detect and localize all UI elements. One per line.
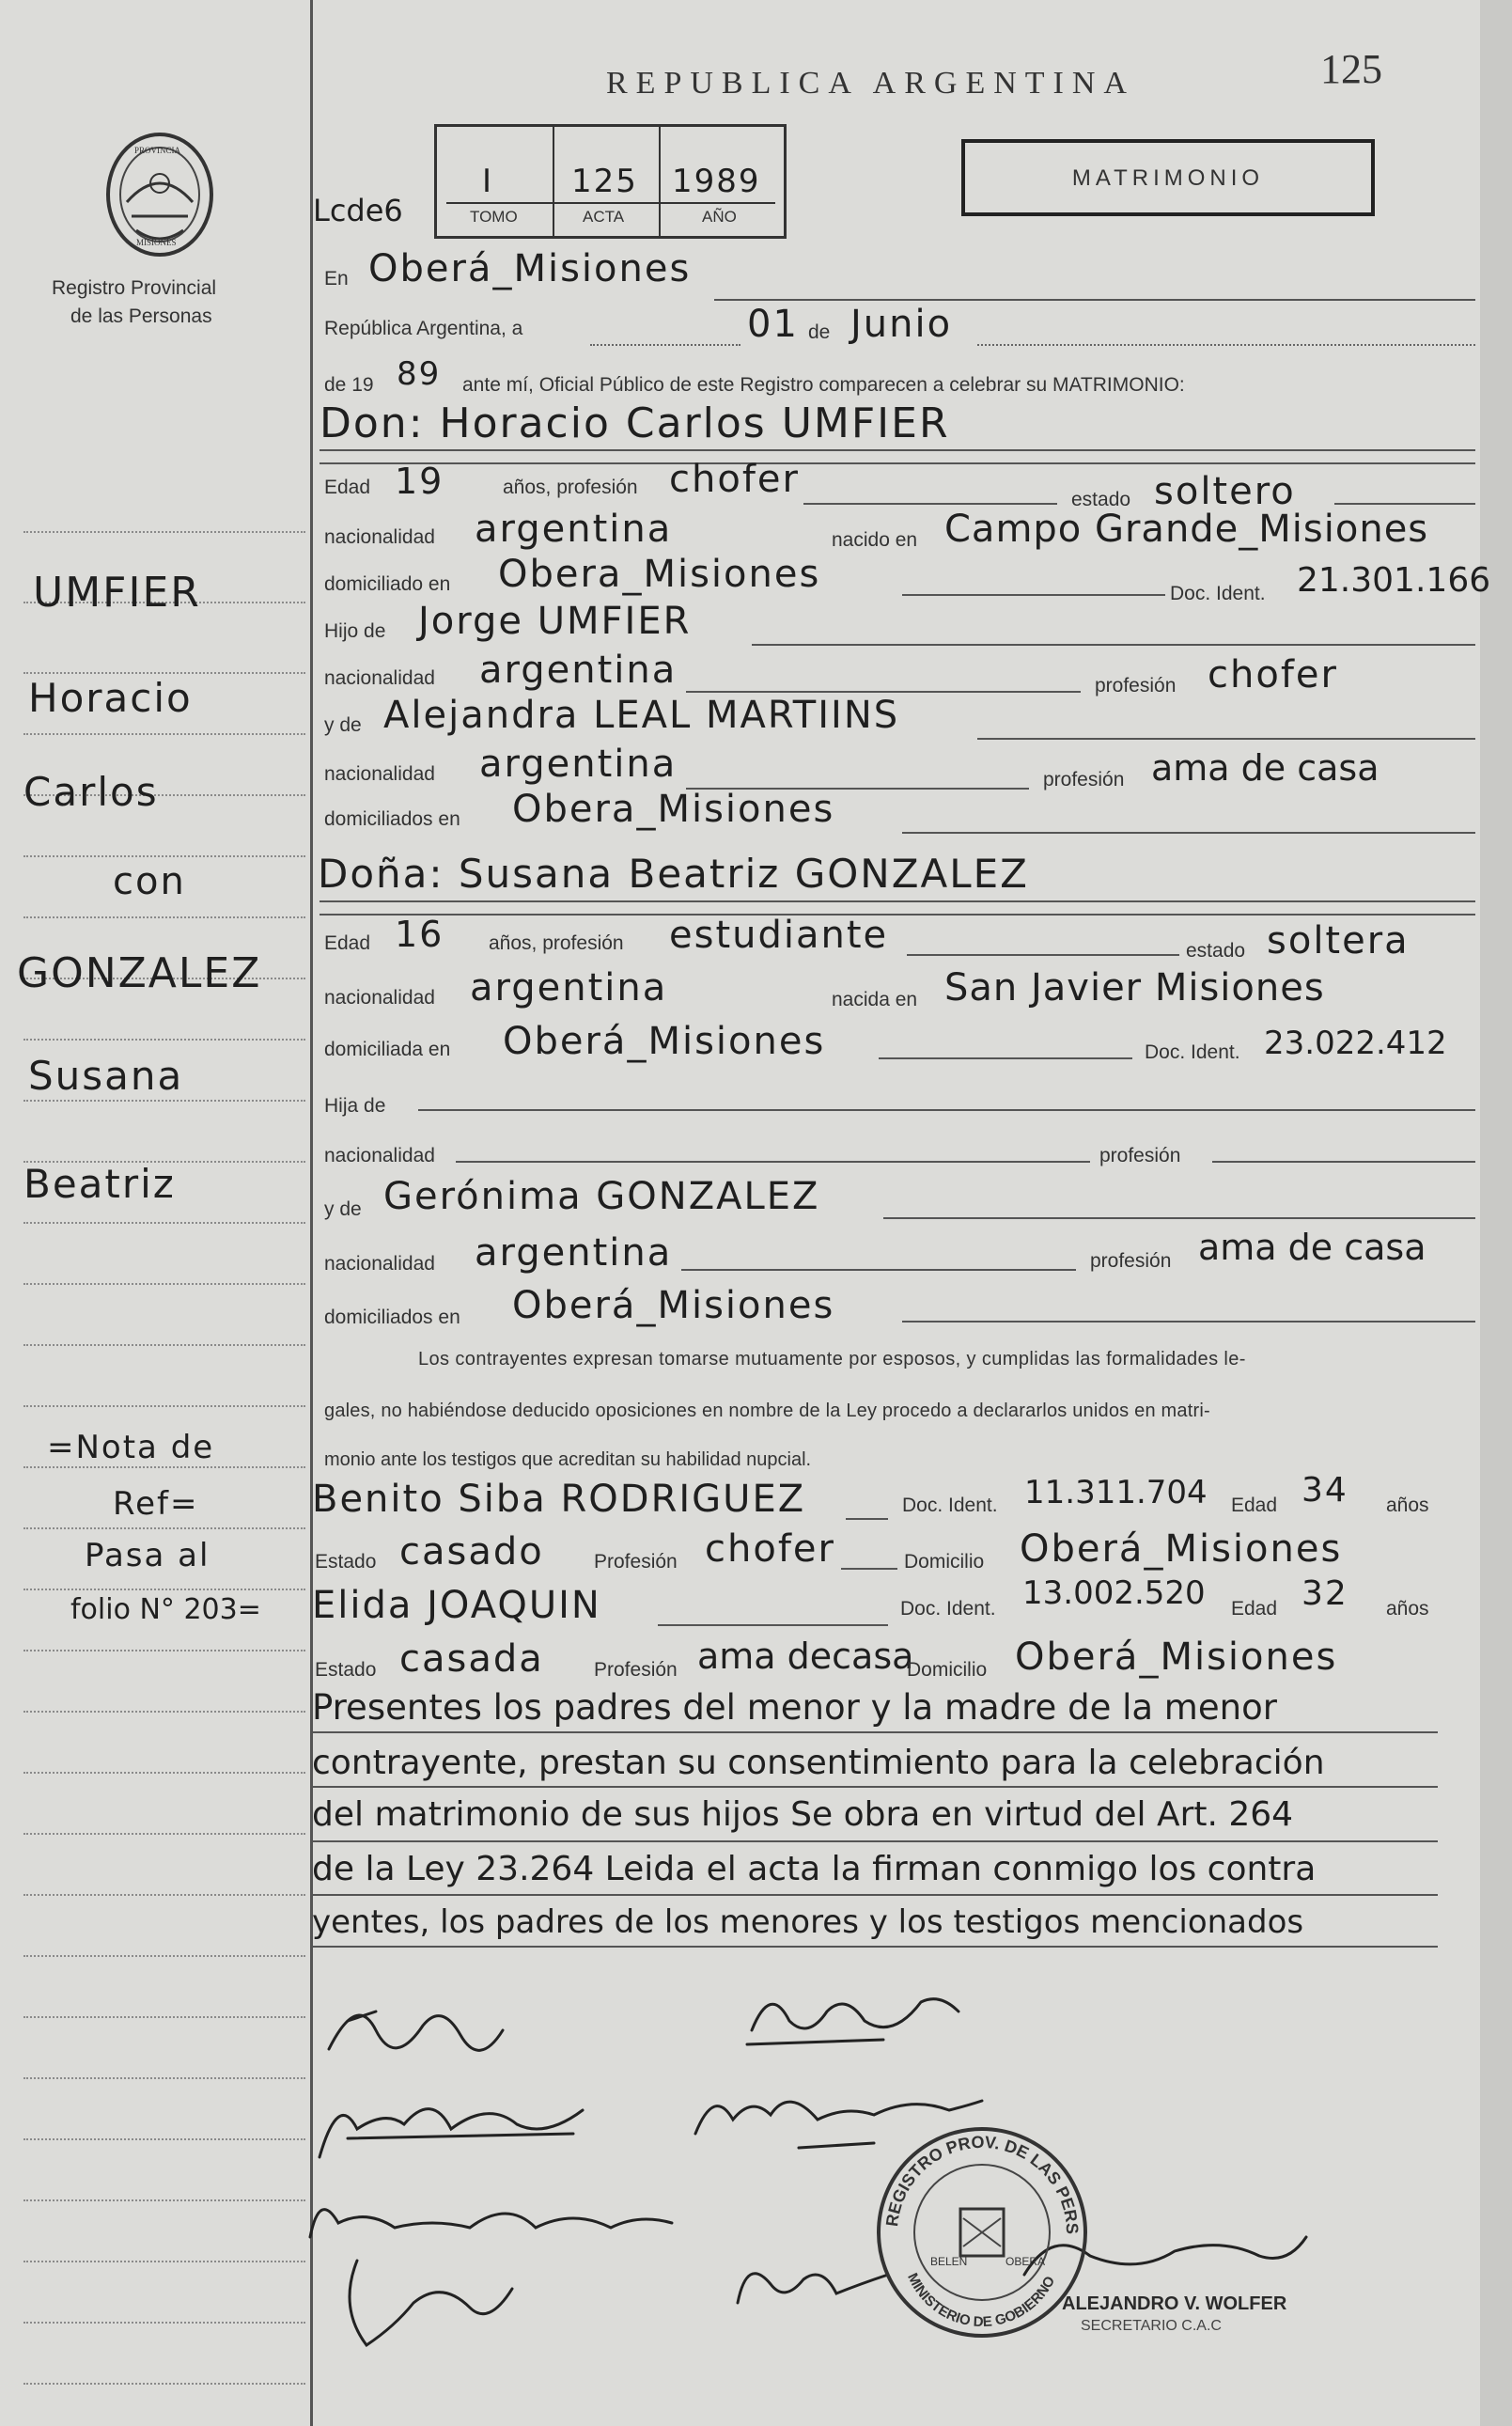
margin-rule <box>23 916 305 918</box>
registry-name-line1: Registro Provincial <box>52 277 217 299</box>
groom-age: 19 <box>395 461 444 502</box>
margin-note4: folio N° 203= <box>70 1593 261 1626</box>
groom-domiciliados-label: domiciliados en <box>324 808 460 830</box>
rule <box>977 738 1475 740</box>
witness2-doc-label: Doc. Ident. <box>900 1598 996 1620</box>
declaration-line3: monio ante los testigos que acreditan su habilidad nupcial. <box>324 1449 812 1470</box>
witness1-domicile: Oberá_Misiones <box>1020 1527 1343 1571</box>
groom-father-nat-label: nacionalidad <box>324 667 435 689</box>
rule <box>902 1321 1475 1323</box>
intro-text: ante mí, Oficial Público de este Registro comparecen a celebrar su MATRIMONIO: <box>462 374 1185 396</box>
country-title: REPUBLICA ARGENTINA <box>606 66 1135 101</box>
groom-father: Jorge UMFIER <box>418 600 692 643</box>
anio-value: 1989 <box>672 163 761 200</box>
matrimonio-label: MATRIMONIO <box>1071 165 1265 191</box>
declaration-line2: gales, no habiéndose deducido oposiciones en nombre de la Ley procedo a declararlos unidos en matri- <box>324 1401 1210 1421</box>
rule <box>1212 1161 1475 1163</box>
matrimonio-box <box>961 139 1375 216</box>
month: Junio <box>850 303 953 346</box>
registry-name-line2: de las Personas <box>70 305 212 327</box>
groom-anos-prof-label: años, profesión <box>503 477 638 498</box>
stamp-ring-bottom: MINISTERIO DE GOBIERNO <box>904 2270 1059 2331</box>
rule <box>1334 503 1475 505</box>
witness1-profession: chofer <box>705 1527 835 1571</box>
rule <box>803 503 1057 505</box>
notes-line5: yentes, los padres de los menores y los testigos mencionados <box>312 1903 1304 1941</box>
margin-note2: Ref= <box>113 1485 199 1523</box>
groom-nacido-label: nacido en <box>832 529 918 551</box>
margin-rule <box>23 2077 305 2079</box>
witness2-estado: casada <box>399 1637 544 1681</box>
groom-edad-label: Edad <box>324 477 371 498</box>
stamp-city-left: BELEN <box>930 2255 968 2268</box>
groom-yde-label: y de <box>324 714 362 736</box>
witness2-estado-label: Estado <box>315 1659 377 1681</box>
bride-doc: 23.022.412 <box>1264 1025 1447 1062</box>
official-stamp <box>874 2124 1090 2340</box>
witness2-name: Elida JOAQUIN <box>312 1584 601 1627</box>
rule <box>714 299 1475 301</box>
margin-rule <box>23 2322 305 2324</box>
margin-line <box>310 0 313 2426</box>
rule <box>310 1894 1438 1896</box>
tomo-label: TOMO <box>470 208 518 226</box>
rule <box>907 954 1179 956</box>
margin-rule <box>23 733 305 735</box>
officer-stamp <box>1062 2293 1344 2350</box>
margin-rule <box>23 672 305 674</box>
bride-nationality: argentina <box>470 966 668 1010</box>
rule <box>902 594 1165 596</box>
groom-mother-prof-label: profesión <box>1043 769 1125 790</box>
provincial-seal <box>99 127 221 268</box>
margin-rule <box>23 1283 305 1285</box>
margin-name1: Horacio <box>28 675 193 721</box>
rule <box>879 1057 1132 1059</box>
bride-birthplace: San Javier Misiones <box>944 966 1325 1010</box>
book-code: Lcde6 <box>313 193 403 228</box>
groom-doc-label: Doc. Ident. <box>1170 583 1266 604</box>
tomo-value: I <box>482 163 494 200</box>
margin-surname: UMFIER <box>33 569 201 617</box>
rule <box>752 644 1475 646</box>
rule <box>320 462 1475 464</box>
margin-rule <box>23 1527 305 1529</box>
bride-mother-prof: ama de casa <box>1198 1227 1426 1268</box>
bride-mother: Gerónima GONZALEZ <box>383 1175 820 1218</box>
notes-line3: del matrimonio de sus hijos Se obra en virtud del Art. 264 <box>312 1795 1294 1834</box>
groom-estado-label: estado <box>1071 489 1131 510</box>
groom-estado: soltero <box>1154 470 1296 513</box>
bride-estado-label: estado <box>1186 940 1246 962</box>
groom-doc: 21.301.166 <box>1297 561 1491 600</box>
witness1-estado-label: Estado <box>315 1551 377 1573</box>
bride-father-prof-label: profesión <box>1099 1145 1181 1166</box>
officer-name: ALEJANDRO V. WOLFER <box>1062 2293 1287 2314</box>
margin-rule <box>23 1039 305 1041</box>
groom-nacionalidad-label: nacionalidad <box>324 526 435 548</box>
groom-birthplace: Campo Grande_Misiones <box>944 508 1429 551</box>
groom-father-nat: argentina <box>479 649 678 692</box>
witness1-profesion-label: Profesión <box>594 1551 678 1573</box>
rule <box>841 1568 897 1570</box>
rule <box>883 1217 1475 1219</box>
acta-value: 125 <box>571 163 638 200</box>
witness1-estado: casado <box>399 1530 544 1573</box>
bride-nacida-label: nacida en <box>832 989 918 1010</box>
groom-full-name: Don: Horacio Carlos UMFIER <box>320 399 950 447</box>
rule <box>658 1624 888 1626</box>
stamp-city-right: OBERA <box>1005 2255 1046 2268</box>
rule <box>418 1109 1475 1111</box>
margin-rule <box>23 1894 305 1896</box>
bride-doc-label: Doc. Ident. <box>1145 1041 1240 1063</box>
groom-mother-nat: argentina <box>479 743 678 786</box>
anio-label: AÑO <box>702 208 737 226</box>
bride-full-name: Doña: Susana Beatriz GONZALEZ <box>318 851 1029 897</box>
margin-note1: =Nota de <box>47 1429 215 1466</box>
groom-domicile: Obera_Misiones <box>498 553 821 596</box>
margin-rule <box>23 2138 305 2140</box>
rule <box>320 449 1475 451</box>
margin-rule <box>23 2261 305 2262</box>
witness1-anos-label: años <box>1386 1495 1429 1516</box>
notes-line1: Presentes los padres del menor y la madre de la menor <box>312 1687 1277 1728</box>
tomo-acta-box <box>434 124 787 239</box>
witness1-edad-label: Edad <box>1231 1495 1278 1516</box>
rule <box>590 344 740 346</box>
seal-top-text: PROVINCIA <box>134 146 181 155</box>
margin-rule <box>23 1772 305 1774</box>
bride-yde-label: y de <box>324 1198 362 1220</box>
margin-name3: Susana <box>28 1053 184 1099</box>
page-edge <box>1480 0 1512 2426</box>
margin-rule <box>23 1589 305 1590</box>
witness2-domicilio-label: Domicilio <box>907 1659 988 1681</box>
bride-domicile: Oberá_Misiones <box>503 1020 826 1063</box>
margin-name4: Beatriz <box>23 1161 176 1207</box>
year-prefix: de 19 <box>324 374 374 396</box>
margin-rule <box>23 531 305 533</box>
witness2-edad-label: Edad <box>1231 1598 1278 1620</box>
rule <box>902 832 1475 834</box>
bride-estado: soltera <box>1267 919 1410 963</box>
margin-rule <box>23 855 305 857</box>
bride-hija-label: Hija de <box>324 1095 386 1117</box>
groom-parents-domicile: Obera_Misiones <box>512 788 835 831</box>
page-number: 125 <box>1320 46 1382 92</box>
day: 01 <box>747 303 799 346</box>
margin-rule <box>23 2016 305 2018</box>
notes-line2: contrayente, prestan su consentimiento para la celebración <box>312 1744 1325 1782</box>
notes-line4: de la Ley 23.264 Leida el acta la firman conmigo los contra <box>312 1850 1317 1888</box>
rule <box>310 1786 1438 1788</box>
margin-rule <box>23 1833 305 1835</box>
signature-officiant-left <box>329 2251 517 2355</box>
margin-rule <box>23 2199 305 2201</box>
margin-rule <box>23 1405 305 1407</box>
signature-bride <box>742 1974 968 2058</box>
groom-hijo-label: Hijo de <box>324 620 386 642</box>
bride-domiciliada-label: domiciliada en <box>324 1039 451 1060</box>
signature-groom <box>320 1983 507 2068</box>
witness1-doc-label: Doc. Ident. <box>902 1495 998 1516</box>
groom-mother: Alejandra LEAL MARTIINS <box>383 694 900 737</box>
acta-label: ACTA <box>583 208 625 226</box>
groom-domiciliado-label: domiciliado en <box>324 573 451 595</box>
margin-surname2: GONZALEZ <box>17 949 262 997</box>
rule <box>310 1946 1438 1948</box>
bride-mother-nat-label: nacionalidad <box>324 1253 435 1275</box>
witness1-doc: 11.311.704 <box>1024 1474 1208 1511</box>
witness2-domicile: Oberá_Misiones <box>1015 1636 1338 1679</box>
margin-rule <box>23 1955 305 1957</box>
margin-note3: Pasa al <box>85 1537 210 1574</box>
svg-text:REGISTRO PROV. DE LAS PERSONAS <box>874 2124 1082 2234</box>
groom-nationality: argentina <box>475 508 673 551</box>
witness1-name: Benito Siba RODRIGUEZ <box>312 1478 806 1521</box>
rule <box>320 900 1475 902</box>
rule <box>977 344 1475 346</box>
rule <box>320 914 1475 916</box>
place: Oberá_Misiones <box>368 247 692 290</box>
groom-mother-prof: ama de casa <box>1151 747 1380 789</box>
margin-rule <box>23 1650 305 1651</box>
bride-nacionalidad-label: nacionalidad <box>324 987 435 1009</box>
stamp-ring-top: REGISTRO PROV. DE LAS PERS <box>882 2132 1083 2235</box>
year-suffix: 89 <box>397 355 442 393</box>
rule <box>846 1518 888 1520</box>
witness2-age: 32 <box>1302 1574 1348 1613</box>
bride-profession: estudiante <box>669 914 889 957</box>
witness2-profesion-label: Profesión <box>594 1659 678 1681</box>
de-label: de <box>808 321 831 343</box>
bride-parents-domicile: Oberá_Misiones <box>512 1284 835 1327</box>
rule <box>310 1840 1438 1842</box>
rule <box>310 1731 1438 1733</box>
groom-father-prof: chofer <box>1208 653 1338 696</box>
bride-age: 16 <box>395 914 444 955</box>
bride-father-nat-label: nacionalidad <box>324 1145 435 1166</box>
rule <box>681 1269 1076 1271</box>
witness2-doc: 13.002.520 <box>1022 1574 1206 1612</box>
margin-rule <box>23 1222 305 1224</box>
bride-edad-label: Edad <box>324 932 371 954</box>
margin-rule <box>23 1344 305 1346</box>
witness1-domicilio-label: Domicilio <box>904 1551 985 1573</box>
bride-domiciliados-label: domiciliados en <box>324 1307 460 1328</box>
declaration-line1: Los contrayentes expresan tomarse mutuamente por esposos, y cumplidas las formalidades le- <box>418 1349 1246 1370</box>
margin-rule <box>23 1100 305 1102</box>
seal-bottom-text: MISIONES <box>136 238 177 247</box>
groom-profession: chofer <box>669 458 800 501</box>
margin-con: con <box>113 860 186 903</box>
witness2-profession: ama decasa <box>697 1636 914 1677</box>
bride-anos-prof-label: años, profesión <box>489 932 624 954</box>
bride-mother-prof-label: profesión <box>1090 1250 1172 1272</box>
rule <box>686 691 1081 693</box>
groom-father-prof-label: profesión <box>1095 675 1177 696</box>
republica-label: República Argentina, a <box>324 318 523 339</box>
en-label: En <box>324 268 349 290</box>
signature-witness2 <box>728 2246 897 2322</box>
signature-father <box>310 2073 592 2167</box>
witness1-age: 34 <box>1302 1471 1348 1510</box>
officer-title: SECRETARIO C.A.C <box>1081 2318 1222 2334</box>
margin-rule <box>23 2383 305 2385</box>
margin-name2: Carlos <box>23 769 159 815</box>
margin-rule <box>23 1711 305 1713</box>
groom-mother-nat-label: nacionalidad <box>324 763 435 785</box>
rule <box>456 1161 1090 1163</box>
margin-rule <box>23 1466 305 1468</box>
witness2-anos-label: años <box>1386 1598 1429 1620</box>
bride-mother-nat: argentina <box>475 1231 673 1275</box>
